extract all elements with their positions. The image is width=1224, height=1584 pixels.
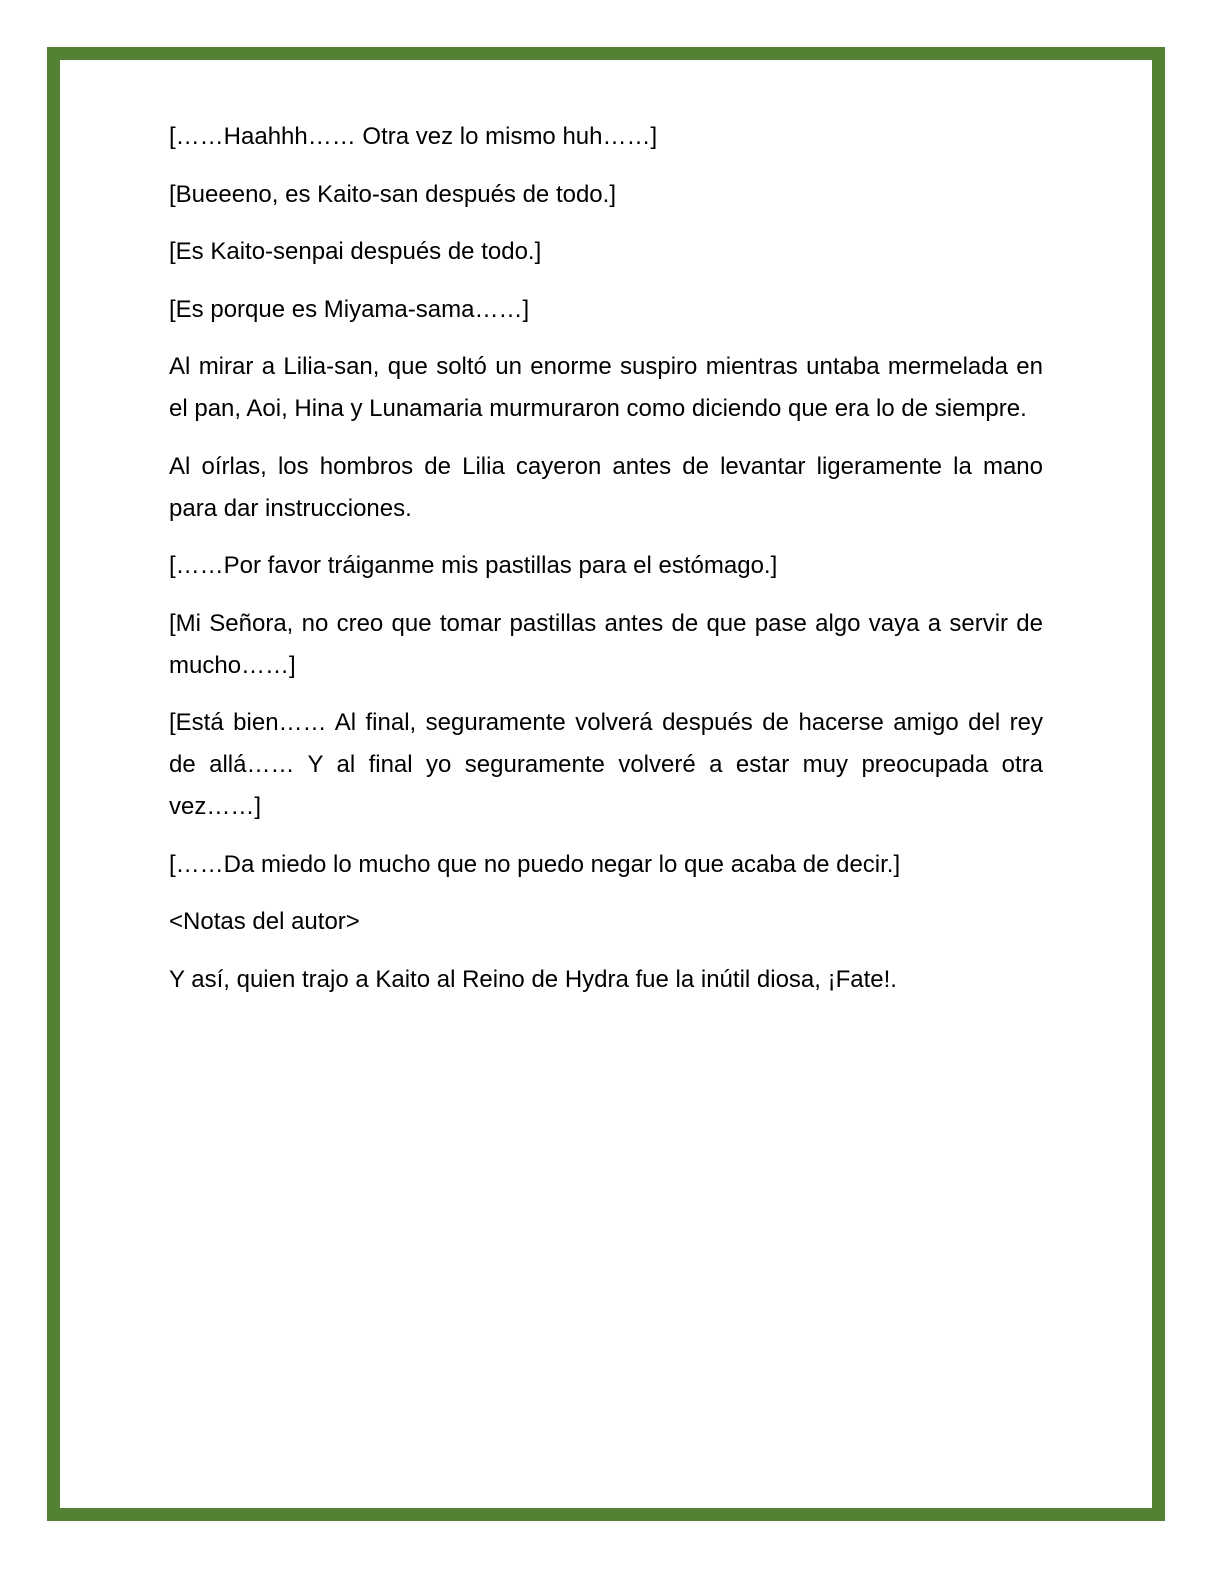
dialogue-line: [Mi Señora, no creo que tomar pastillas antes de que pase algo vaya a servir de mucho……] — [169, 609, 1043, 679]
narration-paragraph: Al mirar a Lilia-san, que soltó un enorme suspiro mientras untaba mermelada en el pan, Aoi, Hina y Lunamaria murmuraron como diciendo que era lo de siempre. — [169, 353, 1043, 422]
dialogue-line: [Bueeeno, es Kaito-san después de todo.] — [169, 180, 616, 208]
document-body — [169, 116, 1043, 1016]
narration-paragraph: Al oírlas, los hombros de Lilia cayeron antes de levantar ligeramente la mano para dar instrucciones. — [169, 452, 1043, 522]
dialogue-line: [……Por favor tráiganme mis pastillas para el estómago.] — [169, 552, 778, 579]
dialogue-line: [……Da miedo lo mucho que no puedo negar lo que acaba de decir.] — [169, 850, 901, 878]
dialogue-line: [Está bien…… Al final, seguramente volverá después de hacerse amigo del rey de allá…… Y al final yo seguramente volveré a estar muy preocupada otra vez……] — [169, 709, 1043, 820]
author-notes-heading: <Notas del autor> — [169, 908, 360, 935]
dialogue-line: [……Haahhh…… Otra vez lo mismo huh……] — [169, 123, 658, 150]
dialogue-line: [Es porque es Miyama-sama……] — [169, 295, 530, 323]
dialogue-line: [Es Kaito-senpai después de todo.] — [169, 238, 542, 265]
author-notes-text: Y así, quien trajo a Kaito al Reino de Hydra fue la inútil diosa, ¡Fate!. — [169, 965, 897, 993]
